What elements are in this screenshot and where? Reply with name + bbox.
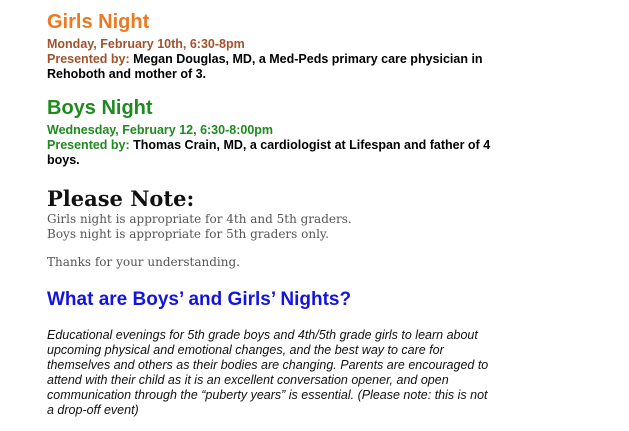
boys-night-title: Boys Night <box>47 97 153 119</box>
note-boys-line: Boys night is appropriate for 5th graders only. <box>47 227 329 241</box>
please-note-section <box>47 186 507 270</box>
please-note-title: Please Note: <box>47 186 195 211</box>
boys-night-date: Wednesday, February 12, 6:30-8:00pm <box>47 123 274 137</box>
about-section <box>47 288 507 418</box>
presented-by-label: Presented by: <box>47 138 130 152</box>
boys-night-presenter <box>47 138 507 168</box>
girls-night-presenter <box>47 52 507 82</box>
content-column <box>47 10 507 431</box>
girls-night-section <box>47 10 507 82</box>
presenter-text: Thomas Crain, MD, a cardiologist at Lifespan and father of 4 boys. <box>47 138 491 167</box>
girls-night-title: Girls Night <box>47 11 150 33</box>
presented-by-label: Presented by: <box>47 52 130 66</box>
boys-night-section <box>47 96 507 168</box>
girls-night-date: Monday, February 10th, 6:30-8pm <box>47 37 245 51</box>
presenter-text: Megan Douglas, MD, a Med-Peds primary care physician in Rehoboth and mother of 3. <box>47 52 483 81</box>
note-girls-line: Girls night is appropriate for 4th and 5th graders. <box>47 212 352 226</box>
about-title: What are Boys’ and Girls’ Nights? <box>47 289 352 310</box>
thanks-line: Thanks for your understanding. <box>47 255 240 269</box>
about-description: Educational evenings for 5th grade boys and 4th/5th grade girls to learn about upcoming physical and emotional changes, and the best way to care for themselves and others as their bodies are changing. Parents are encouraged to attend with their child as it is an excellent conversation opener, and open communication through the “puberty years” is essential. (Please note: this is not a drop-off event) <box>47 328 489 417</box>
